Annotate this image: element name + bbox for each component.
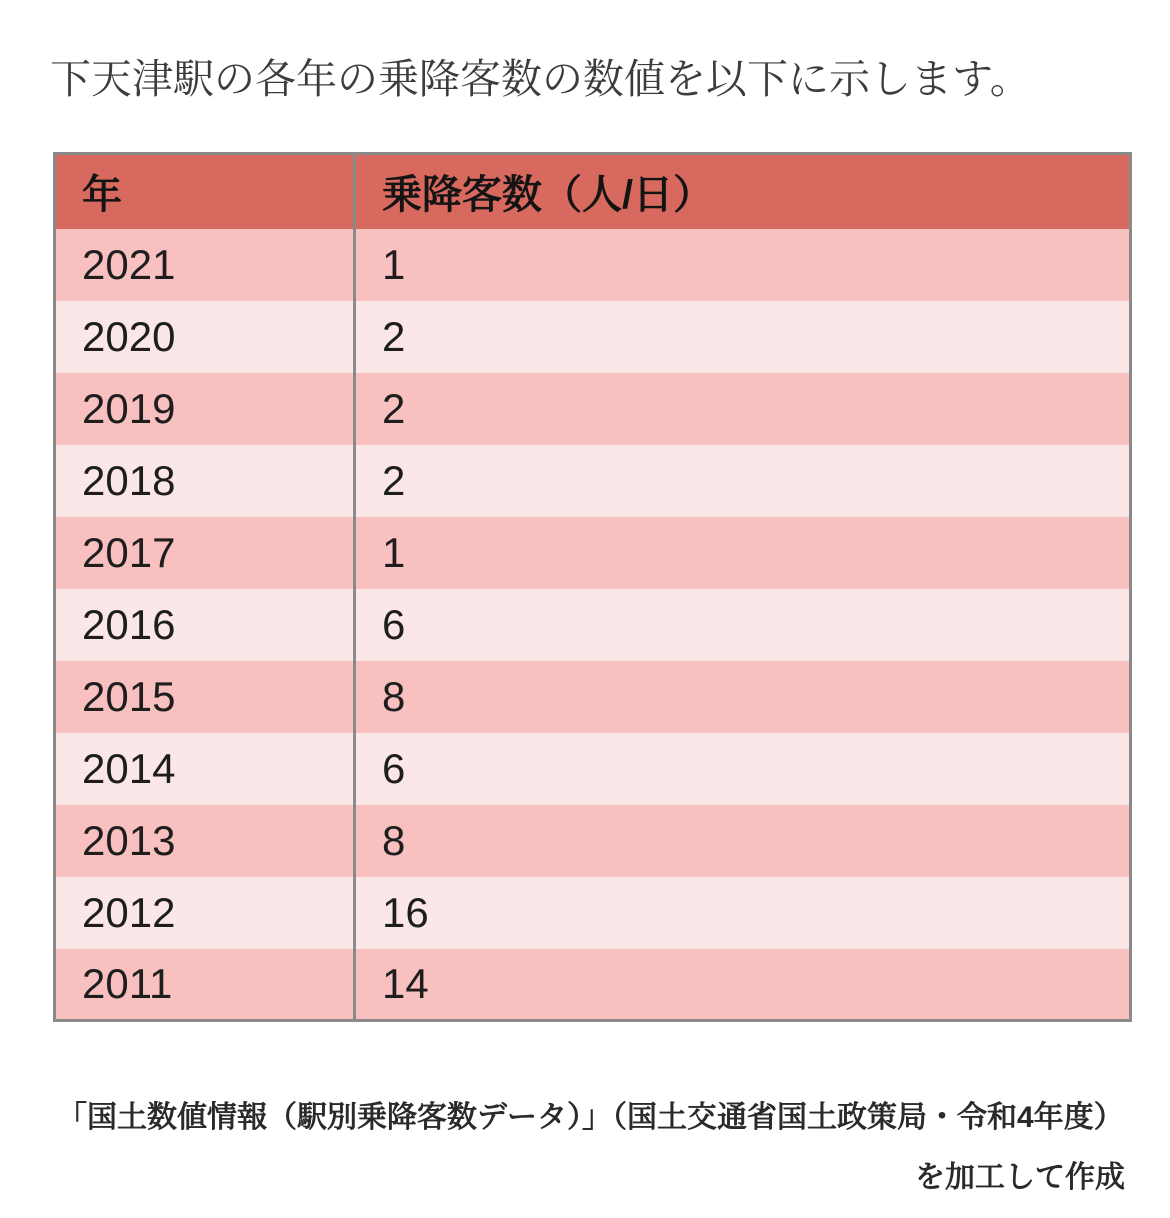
- year-cell: 2015: [55, 661, 355, 733]
- table-row: [55, 301, 1131, 373]
- table-row: [55, 949, 1131, 1021]
- year-cell: 2018: [55, 445, 355, 517]
- table-header-row: [55, 154, 1131, 229]
- column-header-year: 年: [55, 154, 355, 229]
- value-cell: 2: [355, 373, 1131, 445]
- value-cell: 16: [355, 877, 1131, 949]
- source-attribution-line2: を加工して作成: [915, 1161, 1125, 1194]
- year-cell: 2014: [55, 733, 355, 805]
- table-row: [55, 445, 1131, 517]
- value-cell: 8: [355, 661, 1131, 733]
- value-cell: 1: [355, 517, 1131, 589]
- year-cell: 2020: [55, 301, 355, 373]
- year-cell: 2013: [55, 805, 355, 877]
- table-row: [55, 805, 1131, 877]
- value-cell: 2: [355, 301, 1131, 373]
- table-row: [55, 877, 1131, 949]
- passenger-data-table: [53, 152, 1132, 1022]
- table-row: [55, 589, 1131, 661]
- value-cell: 2: [355, 445, 1131, 517]
- table-row: [55, 661, 1131, 733]
- page-title: 下天津駅の各年の乗降客数の数値を以下に示します。: [50, 56, 1031, 102]
- year-cell: 2012: [55, 877, 355, 949]
- table-row: [55, 733, 1131, 805]
- value-cell: 8: [355, 805, 1131, 877]
- year-cell: 2011: [55, 949, 355, 1021]
- value-cell: 1: [355, 229, 1131, 301]
- source-attribution-line1: 「国土数値情報（駅別乗降客数データ）」（国土交通省国土政策局・令和4年度）: [57, 1101, 1124, 1134]
- year-cell: 2017: [55, 517, 355, 589]
- year-cell: 2019: [55, 373, 355, 445]
- year-cell: 2016: [55, 589, 355, 661]
- table-row: [55, 517, 1131, 589]
- value-cell: 6: [355, 733, 1131, 805]
- table-row: [55, 373, 1131, 445]
- year-cell: 2021: [55, 229, 355, 301]
- value-cell: 6: [355, 589, 1131, 661]
- table-row: [55, 229, 1131, 301]
- value-cell: 14: [355, 949, 1131, 1021]
- column-header-passengers: 乗降客数（人/日）: [355, 154, 1131, 229]
